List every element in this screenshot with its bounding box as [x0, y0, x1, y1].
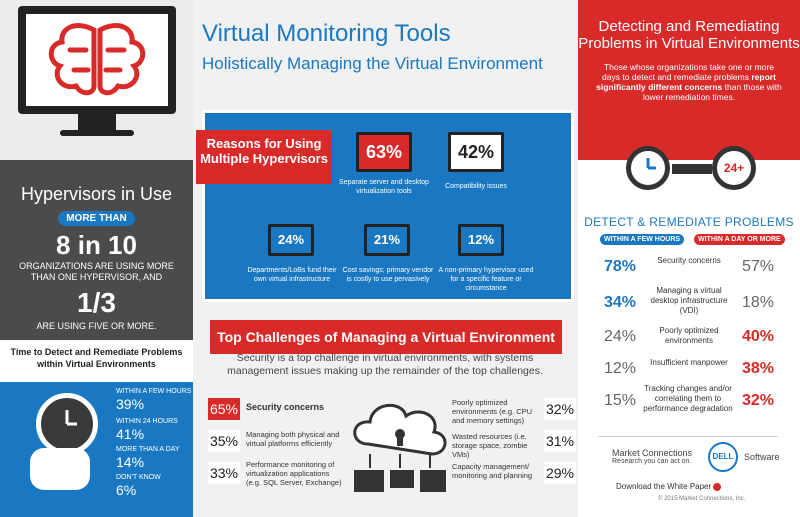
reason-label: Separate server and desktop virtualization tools: [339, 179, 429, 195]
download-link[interactable]: [616, 482, 721, 491]
challenge-value: 35%: [208, 430, 240, 452]
time-row-label: WITHIN A FEW HOURS: [116, 388, 192, 395]
reason-monitor: 42%: [448, 132, 504, 172]
copyright: © 2015 Market Connections, Inc.: [658, 496, 746, 502]
brain-icon: [26, 14, 168, 106]
mc-tagline: Research you can act on.: [612, 458, 692, 465]
hypervisors-panel: [0, 160, 193, 340]
right-value: 32%: [742, 392, 775, 409]
reason-label: A non-primary hypervisor used for a specific feature or circumstance: [438, 267, 534, 292]
twenty-four-plus-icon: 24+: [712, 146, 756, 190]
time-row-value: 6%: [116, 482, 137, 498]
left-value: 24%: [604, 328, 637, 345]
challenge-value: 32%: [544, 398, 576, 420]
left-value: 12%: [604, 360, 637, 377]
page-subtitle: Holistically Managing the Virtual Environment: [202, 54, 543, 73]
detecting-intro: [578, 62, 800, 102]
intro-text: than those with lower remediation times.: [642, 82, 782, 102]
legend-badge-left: WITHIN A FEW HOURS: [600, 234, 684, 245]
intro-bold: report significantly different concerns: [596, 72, 776, 92]
stat-one-third: 1/3: [77, 287, 116, 318]
challenge-label: Security concerns: [246, 402, 325, 412]
more-than-pill: MORE THAN: [58, 211, 135, 226]
page-title: Virtual Monitoring Tools: [202, 20, 451, 47]
stat1-text: ORGANIZATIONS ARE USING MORE THAN ONE HYPERVISOR, AND: [19, 261, 174, 282]
arrow-right-icon: [713, 483, 721, 491]
hand-icon: [30, 448, 90, 490]
row-label: Security concerns: [657, 256, 721, 265]
time-detect-title: Time to Detect and Remediate Problems within Virtual Environments: [0, 340, 193, 382]
divider: [598, 436, 778, 437]
left-value: 15%: [604, 392, 637, 409]
clock-icon: [36, 393, 98, 455]
dell-logo: DELL: [708, 442, 738, 472]
reasons-title: Reasons for Using Multiple Hypervisors: [196, 130, 332, 184]
detecting-title: Detecting and Remediating Problems in Virtual Environments: [578, 18, 800, 52]
market-connections-logo: [612, 448, 692, 465]
left-value: 34%: [604, 294, 637, 311]
challenge-label: Poorly optimized environments (e.g. CPU and memory settings): [452, 398, 533, 425]
challenge-value: 31%: [544, 430, 576, 452]
right-value: 38%: [742, 360, 775, 377]
clock-hands-icon: [41, 398, 93, 450]
challenge-label: Performance monitoring of virtualization applications (e.g. SQL Server, Exchange): [246, 460, 342, 487]
time-row-label: WITHIN 24 HOURS: [116, 418, 178, 425]
row-label: Tracking changes and/or correlating them to performance degradation: [643, 384, 733, 413]
challenge-label: Wasted resources (i.e. storage space, zombie VMs): [452, 432, 528, 459]
detecting-header: [578, 0, 800, 160]
monitor-base: [60, 130, 134, 136]
right-value: 18%: [742, 294, 775, 311]
challenge-value: 33%: [208, 462, 240, 484]
legend-badge-right: WITHIN A DAY OR MORE: [694, 234, 785, 245]
mc-name: Market Connections: [612, 448, 693, 458]
detect-section-title: DETECT & REMEDIATE PROBLEMS: [584, 215, 794, 229]
reason-monitor: 24%: [268, 224, 314, 256]
time-row-value: 14%: [116, 454, 145, 470]
time-row-label: MORE THAN A DAY: [116, 446, 180, 453]
monitor-icon: [18, 6, 176, 114]
stat2-text: ARE USING FIVE OR MORE.: [36, 321, 157, 331]
hypervisors-title: Hypervisors in Use: [20, 184, 173, 204]
row-label: Managing a virtual desktop infrastructure (VDI): [650, 286, 728, 315]
time-row-value: 41%: [116, 426, 145, 442]
right-value: 40%: [742, 328, 775, 345]
challenge-value: 29%: [544, 462, 576, 484]
reason-monitor: 63%: [356, 132, 412, 172]
left-value: 78%: [604, 258, 637, 275]
time-row-value: 39%: [116, 396, 145, 412]
reason-label: Cost savings; primary vendor is costly to use pervasively: [342, 267, 434, 283]
intro-text: Those whose organizations take one or more days to detect and remediate problems: [602, 62, 775, 82]
row-label: Poorly optimized environments: [659, 326, 719, 345]
row-label: Insufficient manpower: [650, 358, 728, 367]
download-label: Download the White Paper: [616, 482, 712, 491]
challenge-value: 65%: [208, 398, 240, 420]
stat-8-in-10: 8 in 10: [56, 230, 137, 260]
challenges-note: Security is a top challenge in virtual environments, with systems management issues making up the remainder of the top challenges.: [227, 352, 543, 377]
reason-label: Departments/LoBs fund their own virtual infrastructure: [247, 267, 337, 283]
clock-circle-icon: [626, 146, 670, 190]
cloud-devices-icon: [340, 392, 460, 502]
reason-monitor: 21%: [364, 224, 410, 256]
reason-monitor: 12%: [458, 224, 504, 256]
time-row-label: DON'T KNOW: [116, 474, 161, 481]
challenge-label: Managing both physical and virtual platforms efficiently: [246, 430, 340, 448]
binoculars-bridge: [672, 164, 712, 174]
challenges-title: Top Challenges of Managing a Virtual Environment: [210, 320, 562, 354]
right-value: 57%: [742, 258, 775, 275]
software-label: Software: [744, 452, 780, 462]
reason-label: Compatibility issues: [445, 183, 507, 190]
challenge-label: Capacity management/ monitoring and planning: [452, 462, 533, 480]
